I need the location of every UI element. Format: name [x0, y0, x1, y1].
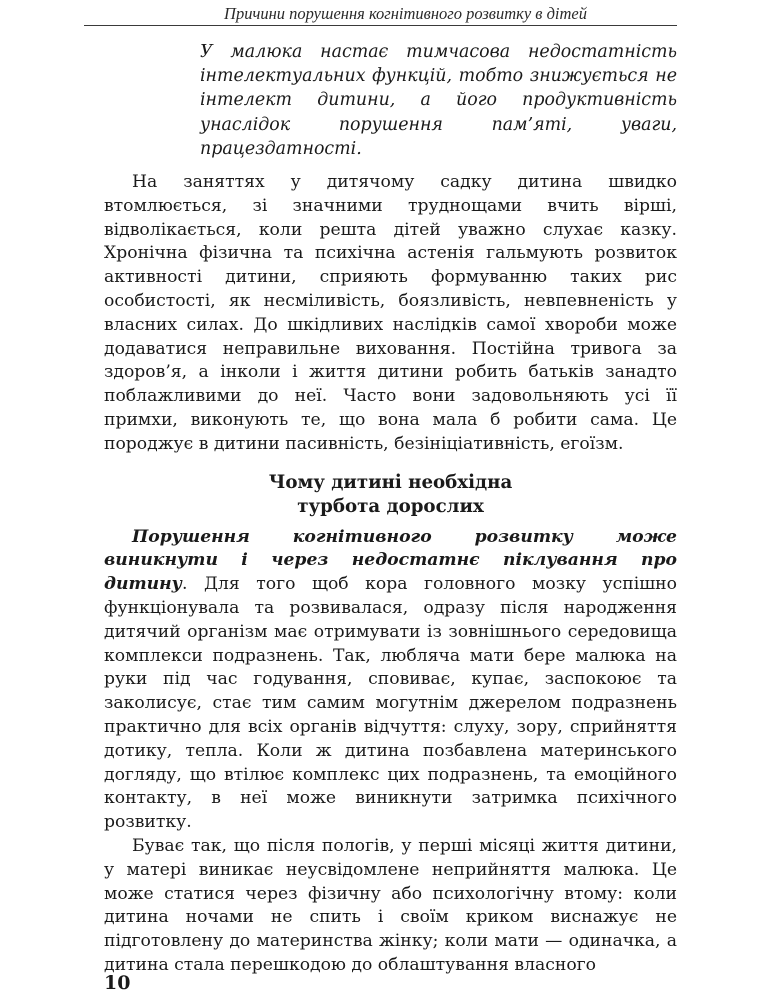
running-header	[84, 2, 677, 26]
page-number: 10	[104, 972, 131, 994]
italic-quote: У малюка настає тимчасова недостатність інтелектуальних функцій, тобто знижується не інтелект дитини, а його продуктивність унаслідок порушення пам’яті, уваги, працездатності.	[200, 42, 677, 159]
paragraph-3: Буває так, що після пологів, у перші місяці життя дитини, у матері виникає неусвідомлене неприйняття малюка. Це може статися через фізичну або психологічну втому: коли дитина ночами не спить і своїм криком виснажує не підготовлену до материнства жінку; коли мати — одиначка, а дитина стала перешкодою до облаштування власного	[104, 835, 677, 975]
running-header-title: Причини порушення когнітивного розвитку в дітей	[224, 4, 587, 23]
section-heading-line-1: Чому дитині необхідна	[268, 471, 513, 493]
section-heading	[104, 471, 677, 520]
paragraph-2-text: . Для того щоб кора головного мозку успішно функціонувала та розвивалася, одразу після народження дитячий організм має отримувати із зовнішнього середовища комплекси подразнень. Так, любляча мати бере малюка на руки під час годування, сповиває, купає, заспокоює та заколисує, стає тим самим могутнім джерелом подразнень практично для всіх органів відчуття: слуху, зору, сприйняття дотику, тепла. Коли ж дитина позбавлена материнського догляду, що втілює комплекс цих подразнень, та емоційного контакту, в неї може виникнути затримка психічного розвитку.	[104, 574, 677, 833]
page-content	[104, 40, 677, 978]
paragraph-2	[104, 526, 677, 835]
paragraph-1: На заняттях у дитячому садку дитина швидко втомлюється, зі значними труднощами вчить вірші, відволікається, коли решта дітей уважно слухає казку. Хронічна фізична та психічна астенія гальмують розвиток активності дитини, сприяють формуванню таких рис особистості, як несміливість, боязливість, невпевненість у власних силах. До шкідливих наслідків самої хвороби може додаватися неправильне виховання. Постійна тривога за здоров’я, а інколи і життя дитини робить батьків занадто поблажливими до неї. Часто вони задовольняють усі її примхи, виконують те, що вона мала б робити сама. Це породжує в дитини пасивність, безініціативність, егоїзм.	[104, 172, 677, 454]
paragraph-2-lead: Порушення когнітивного розвитку може виникнути і через недостатнє піклування про дитину	[104, 526, 677, 595]
section-heading-line-2: турбота дорослих	[297, 496, 484, 518]
